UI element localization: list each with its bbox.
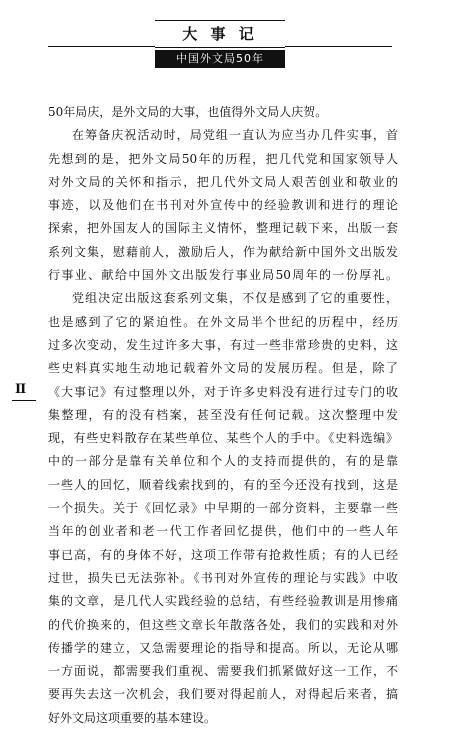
text-line: 行事业、献给中国外文出版发行事业局50周年的一份厚礼。 bbox=[48, 268, 398, 283]
text-line: 事已高，有的身体不好，这项工作带有抢救性质；有的人已经 bbox=[48, 547, 398, 562]
text-line: 传播学的建立，又急需要理论的指导和提高。所以，无论从哪 bbox=[48, 640, 398, 655]
text-line: 在筹备庆祝活动时，局党组一直认为应当办几件实事，首 bbox=[72, 128, 398, 143]
text-line: 党组决定出版这套系列文集，不仅是感到了它的重要性， bbox=[72, 291, 398, 306]
text-line: 过多次变动，发生过许多大事，有过一些非常珍贵的史料，这 bbox=[48, 337, 398, 352]
header-rule-left bbox=[48, 46, 155, 47]
text-line: 探索，把外国友人的国际主义情怀，整理记载下来，出版一套 bbox=[48, 221, 398, 236]
text-line: 中的一部分是靠有关单位和个人的支持而提供的，有的是靠 bbox=[48, 454, 398, 469]
text-line: 对外文局的关怀和指示，把几代外文局人艰苦创业和敬业的 bbox=[48, 174, 398, 189]
body-text bbox=[48, 101, 398, 730]
text-line: 先想到的是，把外文局50年的历程，把几代党和国家领导人 bbox=[48, 151, 398, 166]
text-line: 要再失去这一次机会，我们要对得起前人，对得起后来者，搞 bbox=[48, 687, 398, 702]
text-line: 一方面说，都需要我们重视、需要我们抓紧做好这一工作，不 bbox=[48, 664, 398, 679]
text-line: 系列文集，慰藉前人，激励后人，作为献给新中国外文出版发 bbox=[48, 244, 398, 259]
text-line: 当年的创业者和老一代工作者回忆提供，他们中的一些人年 bbox=[48, 524, 398, 539]
running-header bbox=[155, 20, 285, 68]
text-line: 《大事记》有过整理以外，对于许多史料没有进行过专门的收 bbox=[48, 384, 398, 399]
text-line: 现，有些史料散存在某些单位、某些个人的手中。《史料选编》 bbox=[48, 431, 398, 446]
header-rule-right bbox=[285, 46, 392, 47]
page-number: II bbox=[15, 382, 26, 397]
text-line: 些史料真实地生动地记载着外文局的发展历程。但是，除了 bbox=[48, 361, 398, 376]
text-line: 集整理，有的没有档案，甚至没有任何记载。这次整理中发 bbox=[48, 407, 398, 422]
text-line: 的代价换来的，但这些文章长年散落各处，我们的实践和对外 bbox=[48, 617, 398, 632]
text-line: 事迹，以及他们在书刊对外宣传中的经验教训和进行的理论 bbox=[48, 198, 398, 213]
header-subtitle: 中国外文局50年 bbox=[155, 50, 285, 68]
text-line: 好外文局这项重要的基本建设。 bbox=[48, 710, 217, 725]
text-line: 过世，损失已无法弥补。《书刊对外宣传的理论与实践》中收 bbox=[48, 570, 398, 585]
text-line: 50年局庆，是外文局的大事，也值得外文局人庆贺。 bbox=[48, 105, 328, 119]
text-line: 也是感到了它的紧迫性。在外文局半个世纪的历程中，经历 bbox=[48, 314, 398, 329]
text-line: 一个损失。关于《回忆录》中早期的一部分资料，主要靠一些 bbox=[48, 501, 398, 516]
page-number-rule bbox=[12, 400, 36, 401]
header-title: 大 事 记 bbox=[155, 20, 285, 48]
text-line: 集的文章，是几代人实践经验的总结，有些经验教训是用惨痛 bbox=[48, 594, 398, 609]
text-line: 一些人的回忆，顺着线索找到的，有的至今还没有找到，这是 bbox=[48, 477, 398, 492]
